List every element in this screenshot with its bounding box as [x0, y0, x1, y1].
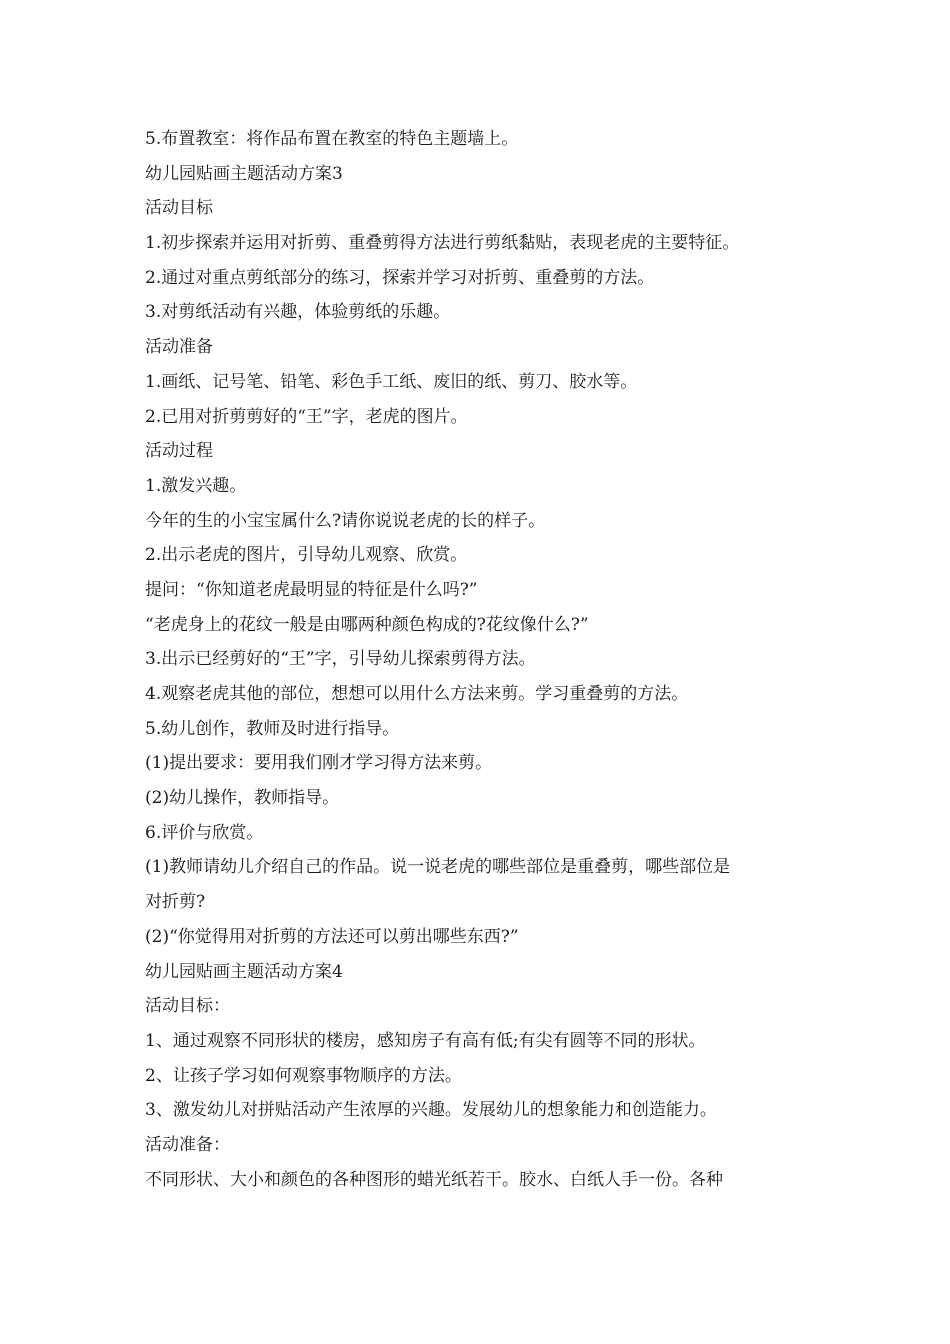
- text-line: 1、通过观察不同形状的楼房，感知房子有高有低;有尖有圆等不同的形状。: [145, 1030, 706, 1051]
- text-line: 5.幼儿创作，教师及时进行指导。: [145, 718, 400, 739]
- text-line: 1.初步探索并运用对折剪、重叠剪得方法进行剪纸黏贴，表现老虎的主要特征。: [145, 233, 740, 254]
- text-line: 4.观察老虎其他的部位，想想可以用什么方法来剪。学习重叠剪的方法。: [145, 684, 689, 704]
- text-line: 1.激发兴趣。: [145, 475, 247, 496]
- subheading: 活动准备: [145, 337, 213, 358]
- text-line: 提问：“你知道老虎最明显的特征是什么吗?”: [145, 579, 478, 600]
- text-line: 2.已用对折剪剪好的“王”字，老虎的图片。: [145, 406, 468, 427]
- text-line: 2、让孩子学习如何观察事物顺序的方法。: [145, 1065, 462, 1086]
- text-line: 3、激发幼儿对拼贴活动产生浓厚的兴趣。发展幼儿的想象能力和创造能力。: [145, 1100, 717, 1121]
- text-line: 6.评价与欣赏。: [145, 822, 264, 843]
- document-body: [145, 122, 815, 1197]
- subheading: 活动目标：: [145, 996, 230, 1017]
- text-line: 1.画纸、记号笔、铅笔、彩色手工纸、废旧的纸、剪刀、胶水等。: [145, 371, 638, 392]
- text-line: (1)提出要求：要用我们刚才学习得方法来剪。: [145, 753, 493, 774]
- text-line: 3.对剪纸活动有兴趣，体验剪纸的乐趣。: [145, 302, 451, 323]
- text-line: (2)幼儿操作，教师指导。: [145, 788, 340, 809]
- text-line: 2.通过对重点剪纸部分的练习，探索并学习对折剪、重叠剪的方法。: [145, 267, 655, 288]
- text-line: “老虎身上的花纹一般是由哪两种颜色构成的?花纹像什么?”: [145, 614, 589, 635]
- text-line: (2)“你觉得用对折剪的方法还可以剪出哪些东西?”: [145, 926, 519, 947]
- text-line: 今年的生的小宝宝属什么?请你说说老虎的长的样子。: [145, 510, 546, 531]
- section-heading: 幼儿园贴画主题活动方案4: [145, 961, 343, 982]
- text-line: 2.出示老虎的图片，引导幼儿观察、欣赏。: [145, 545, 468, 566]
- subheading: 活动过程: [145, 441, 213, 462]
- subheading: 活动目标: [145, 198, 213, 219]
- text-line: 5.布置教室：将作品布置在教室的特色主题墙上。: [145, 129, 519, 149]
- section-heading: 幼儿园贴画主题活动方案3: [145, 163, 343, 184]
- text-line: (1)教师请幼儿介绍自己的作品。说一说老虎的哪些部位是重叠剪，哪些部位是: [145, 857, 731, 878]
- text-line: 3.出示已经剪好的“王”字，引导幼儿探索剪得方法。: [145, 649, 536, 670]
- text-line: 对折剪?: [145, 892, 206, 913]
- text-line: 不同形状、大小和颜色的各种图形的蜡光纸若干。胶水、白纸人手一份。各种: [145, 1169, 723, 1190]
- subheading: 活动准备：: [145, 1134, 230, 1155]
